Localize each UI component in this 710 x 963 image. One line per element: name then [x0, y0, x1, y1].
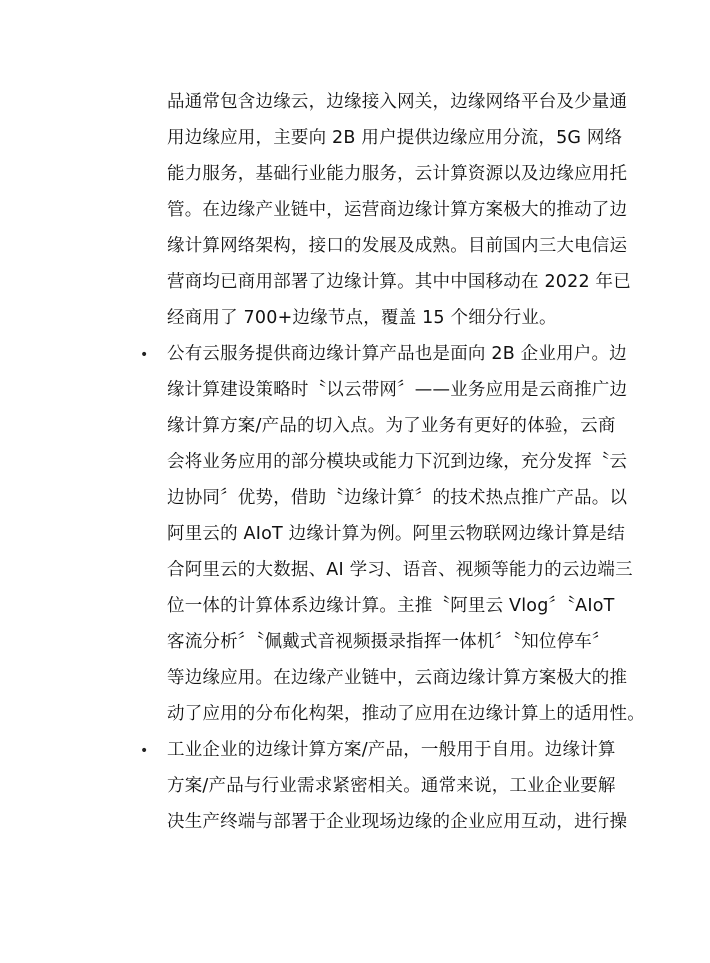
bullet-marker: • — [140, 347, 149, 363]
text-line: 公有云服务提供商边缘计算产品也是面向 2B 企业用户。边 — [167, 344, 627, 364]
text-line: 工业企业的边缘计算方案/产品，一般用于自用。边缘计算 — [167, 740, 616, 760]
text-line: 等边缘应用。在边缘产业链中，云商边缘计算方案极大的推 — [167, 668, 628, 688]
text-line: 会将业务应用的部分模块或能力下沉到边缘，充分发挥〝云 — [167, 452, 628, 472]
text-line: 品通常包含边缘云，边缘接入网关，边缘网络平台及少量通 — [167, 92, 628, 112]
text-line: 缘计算网络架构，接口的发展及成熟。目前国内三大电信运 — [167, 236, 628, 256]
bullet-marker: • — [140, 743, 149, 759]
text-line: 营商均已商用部署了边缘计算。其中中国移动在 2022 年已 — [167, 272, 631, 292]
text-line: 管。在边缘产业链中，运营商边缘计算方案极大的推动了边 — [167, 200, 628, 220]
text-line: 经商用了 700+边缘节点，覆盖 15 个细分行业。 — [167, 308, 557, 328]
text-line: 边协同〞优势，借助〝边缘计算〞的技术热点推广产品。以 — [167, 488, 628, 508]
text-line: 能力服务，基础行业能力服务，云计算资源以及边缘应用托 — [167, 164, 628, 184]
text-line: 方案/产品与行业需求紧密相关。通常来说，工业企业要解 — [167, 776, 616, 796]
text-line: 阿里云的 AIoT 边缘计算为例。阿里云物联网边缘计算是结 — [167, 524, 625, 544]
text-line: 缘计算方案/产品的切入点。为了业务有更好的体验，云商 — [167, 416, 616, 436]
text-line: 动了应用的分布化构架，推动了应用在边缘计算上的适用性。 — [167, 704, 645, 724]
text-line: 合阿里云的大数据、AI 学习、语音、视频等能力的云边端三 — [167, 560, 633, 580]
text-line: 决生产终端与部署于企业现场边缘的企业应用互动，进行操 — [167, 812, 628, 832]
text-line: 客流分析〞〝佩戴式音视频摄录指挥一体机〞〝知位停车〞 — [167, 632, 610, 652]
text-line: 缘计算建设策略时〝以云带网〞——业务应用是云商推广边 — [167, 380, 628, 400]
text-line: 位一体的计算体系边缘计算。主推〝阿里云 Vlog〞〝AIoT — [167, 596, 615, 616]
text-line: 用边缘应用，主要向 2B 用户提供边缘应用分流，5G 网络 — [167, 128, 623, 148]
